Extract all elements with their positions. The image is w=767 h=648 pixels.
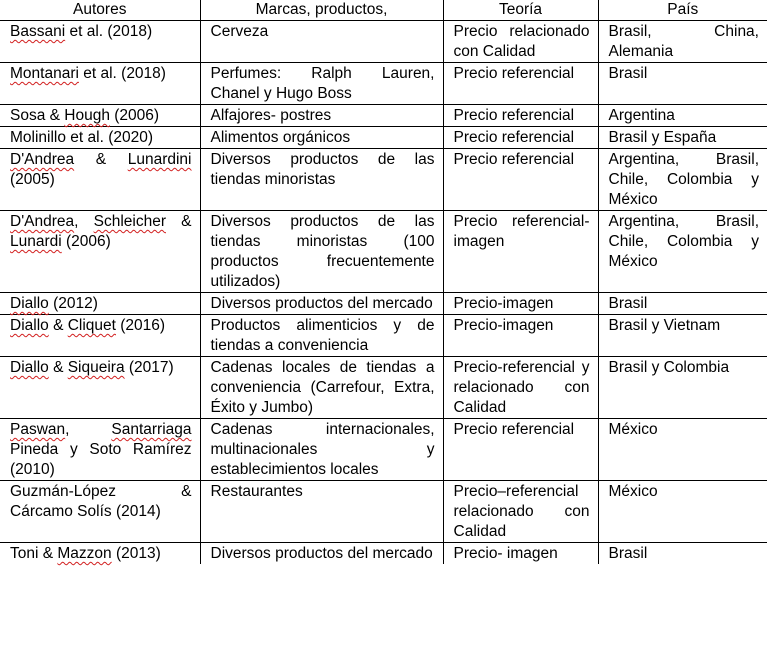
- country-cell: Argentina, Brasil, Chile, Colombia y México: [598, 211, 767, 293]
- author-text: &: [165, 213, 192, 230]
- author-cell: [0, 481, 200, 543]
- theory-cell: Precio referencial: [443, 127, 598, 149]
- author-cell: [0, 357, 200, 419]
- author-name-flagged: Cliquet: [67, 317, 116, 334]
- country-cell: Argentina: [598, 105, 767, 127]
- brand-cell: Diversos productos del mercado: [200, 293, 443, 315]
- author-name-flagged: Schleicher: [93, 213, 166, 230]
- country-cell: Brasil y Colombia: [598, 357, 767, 419]
- author-name-flagged: Santarriaga: [111, 421, 192, 438]
- author-name-flagged: Montanari: [10, 65, 79, 82]
- table-row: [0, 419, 767, 481]
- author-name-flagged: Diallo: [10, 295, 49, 312]
- author-cell: [0, 543, 200, 565]
- table-body: [0, 21, 767, 565]
- author-text: (2013): [111, 545, 161, 562]
- table-row: [0, 293, 767, 315]
- country-cell: Brasil y Vietnam: [598, 315, 767, 357]
- author-name-flagged: Lunardi: [10, 233, 62, 250]
- theory-cell: Precio–referencial relacionado con Calidad: [443, 481, 598, 543]
- country-cell: México: [598, 419, 767, 481]
- author-text: et al. (2018): [78, 65, 166, 82]
- author-text: (2016): [115, 317, 166, 334]
- theory-cell: Precio-imagen: [443, 315, 598, 357]
- author-text: (2012): [48, 295, 98, 312]
- author-text: Molinillo et al. (2020): [10, 129, 154, 146]
- theory-cell: Precio-imagen: [443, 293, 598, 315]
- table-row: [0, 481, 767, 543]
- author-text: &: [48, 317, 68, 334]
- author-name-flagged: Lunardini: [127, 151, 192, 168]
- table-row: [0, 211, 767, 293]
- brand-cell: Cadenas locales de tiendas a conveniencia (Carrefour, Extra, Éxito y Jumbo): [200, 357, 443, 419]
- author-text: et al. (2018): [65, 23, 153, 40]
- author-text: ,: [74, 213, 94, 230]
- author-cell: [0, 105, 200, 127]
- brand-cell: Alimentos orgánicos: [200, 127, 443, 149]
- author-cell: [0, 127, 200, 149]
- brand-cell: Cadenas internacionales, multinacionales y establecimientos locales: [200, 419, 443, 481]
- brand-cell: Diversos productos de las tiendas minoristas: [200, 149, 443, 211]
- author-text: (2006): [109, 107, 160, 124]
- author-cell: [0, 63, 200, 105]
- country-cell: Brasil: [598, 293, 767, 315]
- author-text: Pineda y Soto Ramírez (2010): [10, 441, 192, 478]
- author-text: (2006): [61, 233, 111, 250]
- theory-cell: Precio relacionado con Calidad: [443, 21, 598, 63]
- author-name-flagged: D'Andrea: [10, 213, 75, 230]
- author-text: Sosa &: [10, 107, 65, 124]
- country-cell: Brasil: [598, 63, 767, 105]
- author-cell: [0, 419, 200, 481]
- theory-cell: Precio referencial: [443, 63, 598, 105]
- author-cell: [0, 293, 200, 315]
- header-pais: País: [598, 0, 767, 21]
- header-marcas: Marcas, productos,: [200, 0, 443, 21]
- theory-cell: Precio referencial: [443, 419, 598, 481]
- country-cell: Brasil: [598, 543, 767, 565]
- table-row: [0, 315, 767, 357]
- theory-cell: Precio-referencial y relacionado con Calidad: [443, 357, 598, 419]
- country-cell: Argentina, Brasil, Chile, Colombia y México: [598, 149, 767, 211]
- author-text: ,: [65, 421, 112, 438]
- brand-cell: Productos alimenticios y de tiendas a conveniencia: [200, 315, 443, 357]
- table-row: [0, 63, 767, 105]
- theory-cell: Precio referencial: [443, 149, 598, 211]
- table-row: [0, 127, 767, 149]
- author-name-flagged: Diallo: [10, 359, 49, 376]
- theory-cell: Precio referencial: [443, 105, 598, 127]
- author-name-flagged: Bassani: [10, 23, 66, 40]
- author-name-flagged: Paswan: [10, 421, 66, 438]
- table-row: [0, 21, 767, 63]
- brand-cell: Perfumes: Ralph Lauren, Chanel y Hugo Boss: [200, 63, 443, 105]
- author-text: Toni &: [10, 545, 58, 562]
- table-row: [0, 149, 767, 211]
- author-name-flagged: D'Andrea: [10, 151, 75, 168]
- table-row: [0, 543, 767, 565]
- theory-cell: Precio- imagen: [443, 543, 598, 565]
- header-autores: Autores: [0, 0, 200, 21]
- author-text: &: [74, 151, 128, 168]
- brand-cell: Cerveza: [200, 21, 443, 63]
- brand-cell: Diversos productos de las tiendas minoristas (100 productos frecuentemente utilizados): [200, 211, 443, 293]
- country-cell: Brasil, China, Alemania: [598, 21, 767, 63]
- theory-cell: Precio referencial-imagen: [443, 211, 598, 293]
- header-teoria: Teoría: [443, 0, 598, 21]
- brand-cell: Diversos productos del mercado: [200, 543, 443, 565]
- author-cell: [0, 315, 200, 357]
- author-cell: [0, 21, 200, 63]
- table-row: [0, 357, 767, 419]
- author-name-flagged: Siqueira: [67, 359, 125, 376]
- author-cell: [0, 149, 200, 211]
- header-row: [0, 0, 767, 21]
- brand-cell: Alfajores- postres: [200, 105, 443, 127]
- author-text: (2005): [10, 171, 55, 188]
- brand-cell: Restaurantes: [200, 481, 443, 543]
- author-cell: [0, 211, 200, 293]
- table-row: [0, 105, 767, 127]
- author-name-flagged: Mazzon: [57, 545, 112, 562]
- country-cell: Brasil y España: [598, 127, 767, 149]
- author-name-flagged: Hough: [64, 107, 110, 124]
- author-text: Guzmán-López & Cárcamo Solís (2014): [10, 483, 192, 520]
- author-name-flagged: Diallo: [10, 317, 49, 334]
- country-cell: México: [598, 481, 767, 543]
- author-text: (2017): [124, 359, 174, 376]
- author-text: &: [48, 359, 68, 376]
